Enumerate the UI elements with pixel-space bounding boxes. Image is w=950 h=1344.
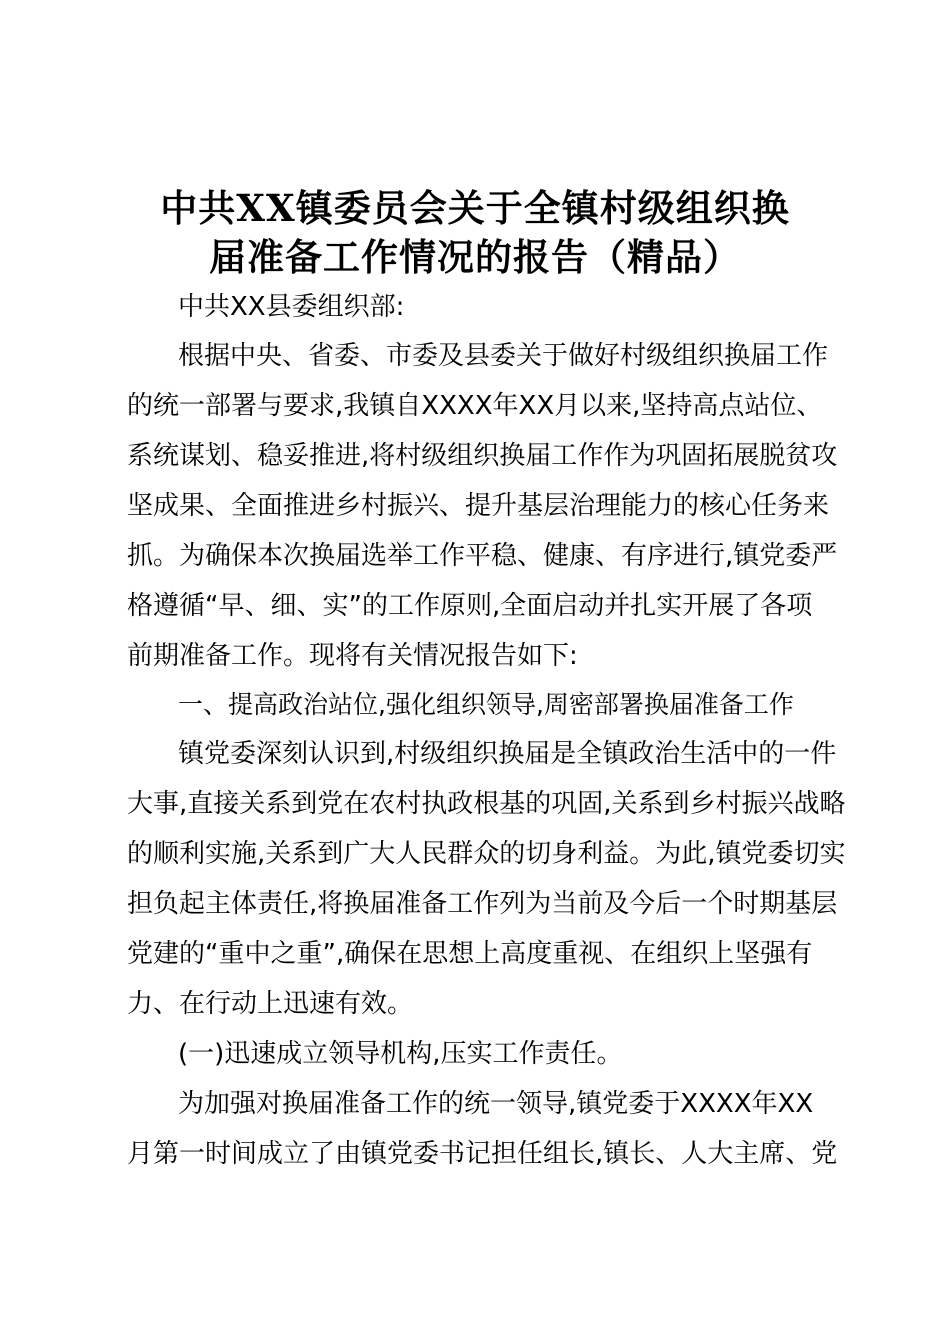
paragraph-subsection-1 <box>127 1079 837 1179</box>
paragraph-intro <box>127 331 837 681</box>
paragraph-line: 抓。为确保本次换届选举工作平稳、健康、有序进行,镇党委严 <box>127 541 838 571</box>
paragraph-line: 月第一时间成立了由镇党委书记担任组长,镇长、人大主席、党 <box>127 1139 838 1169</box>
paragraph-line: 为加强对换届准备工作的统一领导,镇党委于XXXX年XX <box>178 1089 814 1119</box>
paragraph-line: 系统谋划、稳妥推进,将村级组织换届工作作为巩固拓展脱贫攻 <box>127 441 838 471</box>
paragraph-line: 镇党委深刻认识到,村级组织换届是全镇政治生活中的一件 <box>178 739 837 769</box>
paragraph-line: 的顺利实施,关系到广大人民群众的切身利益。为此,镇党委切实 <box>127 839 846 869</box>
paragraph-line: 的统一部署与要求,我镇自XXXX年XX月以来,坚持高点站位、 <box>127 391 823 421</box>
paragraph-line: 格遵循“早、细、实”的工作原则,全面启动并扎实开展了各项 <box>127 591 813 621</box>
paragraph-line: 大事,直接关系到党在农村执政根基的巩固,关系到乡村振兴战略 <box>127 789 846 819</box>
subsection-heading-1: (一)迅速成立领导机构,压实工作责任。 <box>178 1039 623 1069</box>
salutation: 中共XX县委组织部: <box>178 292 405 322</box>
paragraph-line: 坚成果、全面推进乡村振兴、提升基层治理能力的核心任务来 <box>127 491 830 521</box>
paragraph-section-1 <box>127 729 846 1029</box>
paragraph-line: 力、在行动上迅速有效。 <box>127 989 414 1019</box>
document-title-line-2: 届准备工作情况的报告（精品） <box>209 235 741 279</box>
paragraph-line: 前期准备工作。现将有关情况报告如下: <box>127 641 578 671</box>
paragraph-line: 根据中央、省委、市委及县委关于做好村级组织换届工作 <box>178 341 829 371</box>
document-title-line-1: 中共XX镇委员会关于全镇村级组织换 <box>160 186 790 230</box>
paragraph-line: 担负起主体责任,将换届准备工作列为当前及今后一个时期基层 <box>127 889 838 919</box>
section-heading-1: 一、提高政治站位,强化组织领导,周密部署换届准备工作 <box>178 690 794 719</box>
paragraph-line: 党建的“重中之重”,确保在思想上高度重视、在组织上坚强有 <box>127 939 813 969</box>
